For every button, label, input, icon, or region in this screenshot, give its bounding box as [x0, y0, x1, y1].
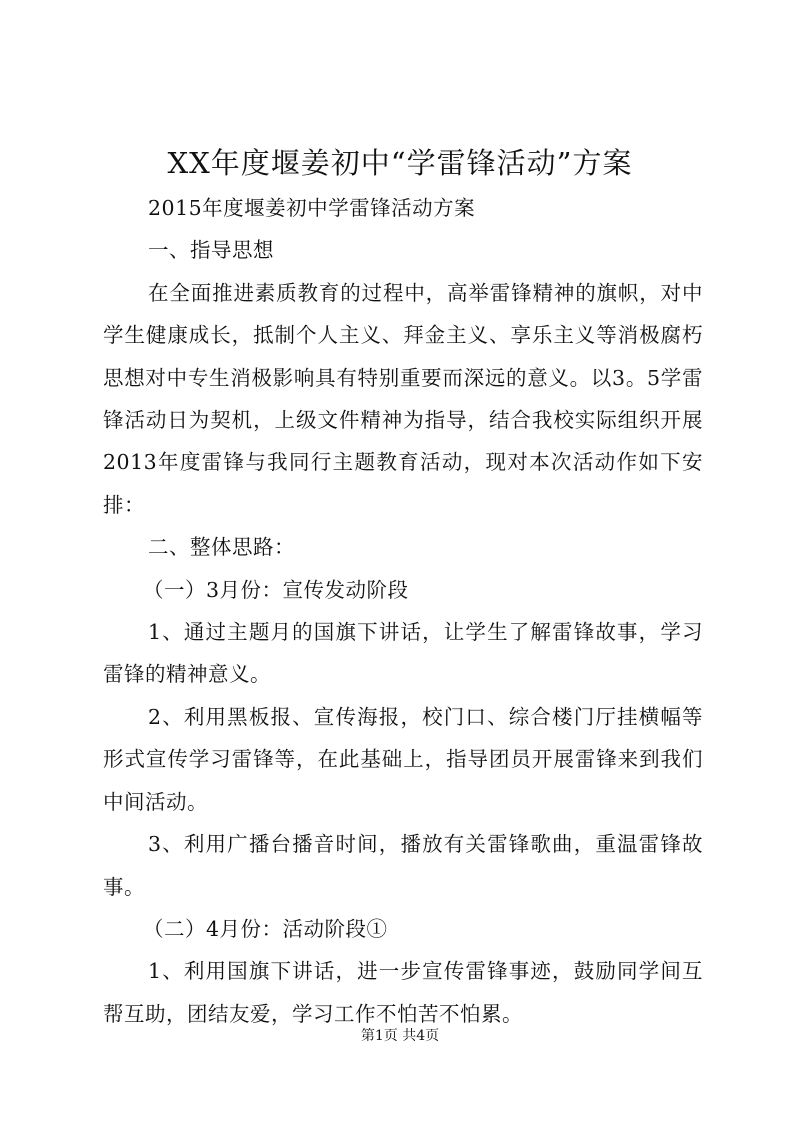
paragraph-april-item-1: 1、利用国旗下讲话，进一步宣传雷锋事迹，鼓励同学间互帮互助，团结友爱，学习工作不怕苦不怕累。 — [103, 959, 703, 1026]
subsection-heading-april: （二）4月份：活动阶段① — [143, 916, 388, 941]
paragraph-march-item-2: 2、利用黑板报、宣传海报，校门口、综合楼门厅挂横幅等形式宣传学习雷锋等，在此基础上，指导团员开展雷锋来到我们中间活动。 — [103, 704, 703, 814]
document-body — [103, 187, 703, 1035]
paragraph-march-item-1: 1、通过主题月的国旗下讲话，让学生了解雷锋故事，学习雷锋的精神意义。 — [103, 620, 703, 687]
document-title: XX年度堰姜初中“学雷锋活动”方案 — [167, 146, 633, 180]
paragraph-intro: 在全面推进素质教育的过程中，高举雷锋精神的旗帜，对中学生健康成长，抵制个人主义、拜金主义、享乐主义等消极腐朽思想对中专生消极影响具有特别重要而深远的意义。以3。5学雷锋活动日为契机，上级文件精神为指导，结合我校实际组织开展2013年度雷锋与我同行主题教育活动，现对本次活动作如下安排： — [103, 280, 703, 517]
section-heading-guiding-ideology: 一、指导思想 — [148, 238, 274, 263]
section-heading-overall-approach: 二、整体思路： — [148, 535, 295, 560]
page-number-footer: 第1页 共4页 — [360, 1028, 440, 1044]
plan-subtitle: 2015年度堰姜初中学雷锋活动方案 — [148, 196, 476, 220]
paragraph-march-item-3: 3、利用广播台播音时间，播放有关雷锋歌曲，重温雷锋故事。 — [103, 832, 703, 899]
subsection-heading-march: （一）3月份：宣传发动阶段 — [143, 577, 409, 602]
